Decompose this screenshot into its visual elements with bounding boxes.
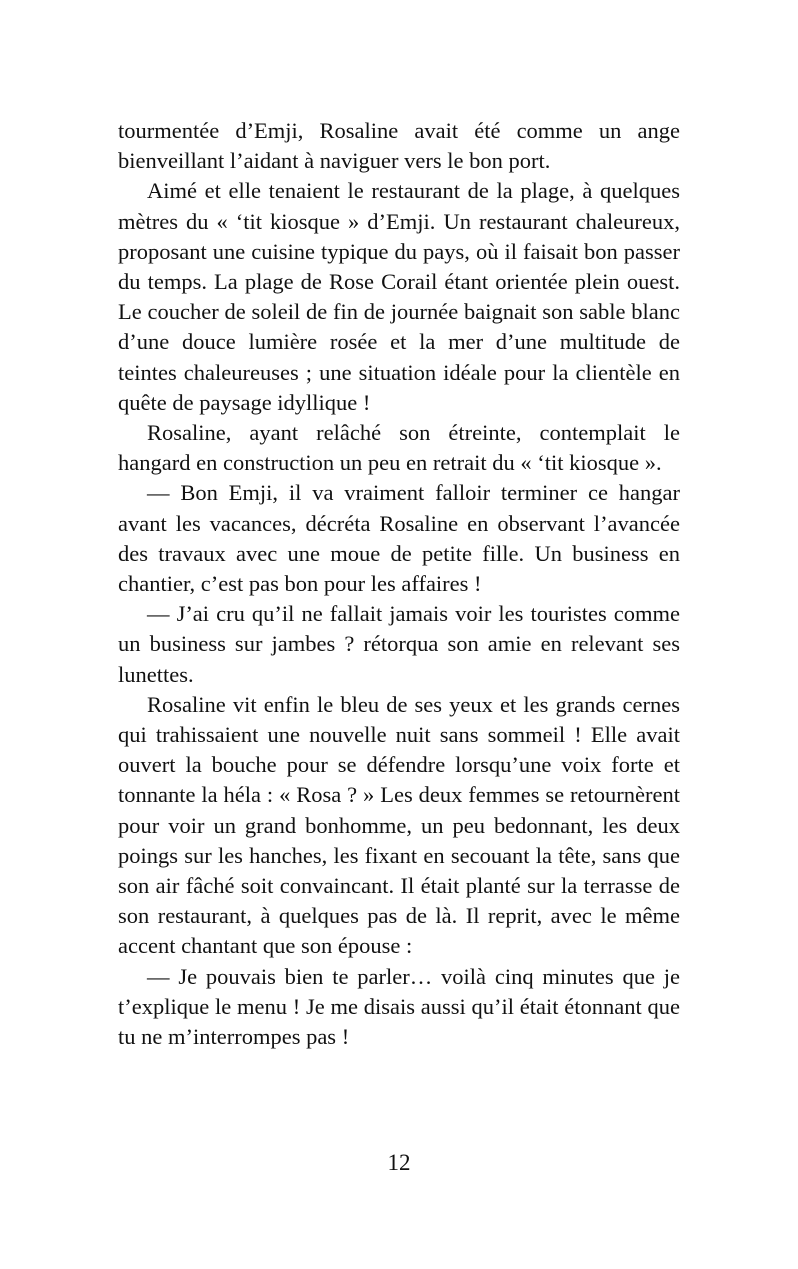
paragraph-rosa-call: Rosaline vit enfin le bleu de ses yeux et les grands cernes qui trahissaient une nouvelle nuit sans sommeil ! Elle avait ouvert la bouche pour se défendre lorsqu’une voix forte et tonnante la héla : « Rosa ? » Les deux femmes se retournèrent pour voir un grand bonhomme, un peu bedonnant, les deux poings sur les hanches, les fixant en secouant la tête, sans que son air fâché soit convaincant. Il était planté sur la terrasse de son restaurant, à quelques pas de là. Il reprit, avec le même accent chantant que son épouse : [118,691,680,959]
dialogue-rosaline: — Bon Emji, il va vraiment falloir terminer ce hangar avant les vacances, décréta Rosaline en observant l’avancée des travaux avec une moue de petite fille. Un business en chantier, c’est pas bon pour les affaires ! [118,480,680,597]
page-number: 12 [387,1150,411,1175]
body-text [118,116,680,1052]
paragraph-restaurant: Aimé et elle tenaient le restaurant de la plage, à quelques mètres du « ‘tit kiosque » d’Emji. Un restaurant chaleureux, proposant une cuisine typique du pays, où il faisait bon passer du temps. La plage de Rose Corail étant orientée plein ouest. Le coucher de soleil de fin de journée baignait son sable blanc d’une douce lumière rosée et la mer d’une multitude de teintes chaleureuses ; une situation idéale pour la clientèle en quête de paysage idyllique ! [118,178,680,415]
dialogue-husband: — Je pouvais bien te parler… voilà cinq minutes que je t’explique le menu ! Je me disais aussi qu’il était étonnant que tu ne m’interrompes pas ! [118,963,680,1050]
paragraph-hangard: Rosaline, ayant relâché son étreinte, contemplait le hangard en construction un peu en retrait du « ‘tit kiosque ». [118,420,680,476]
dialogue-emji: — J’ai cru qu’il ne fallait jamais voir les touristes comme un business sur jambes ? rétorqua son amie en relevant ses lunettes. [118,601,680,687]
paragraph-continuation: tourmentée d’Emji, Rosaline avait été comme un ange bienveillant l’aidant à naviguer vers le bon port. [118,118,680,174]
